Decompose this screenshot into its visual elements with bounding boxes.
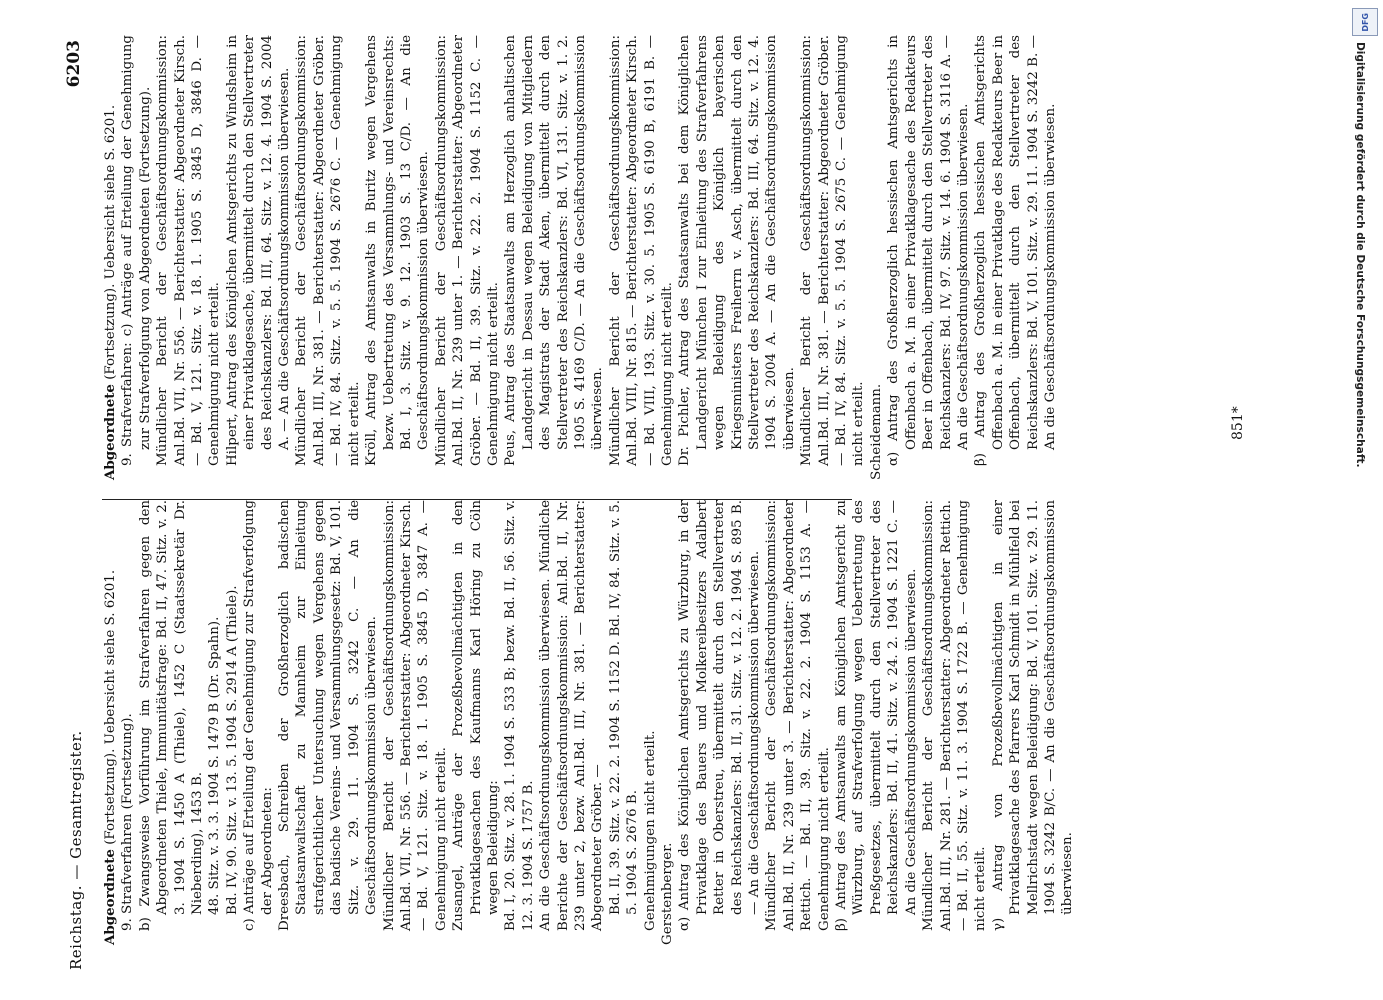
register-entry: Kröll, Antrag des Amtsanwalts in Buritz wegen Vergehens bezw. Uebertretung des Versammlungs- und Vereinsrechts: Bd. I, 3. Sitz. v. 9. 12. 1903 S. 13 C/D. — An die Geschäftsordnungskommission überwiesen.	[364, 35, 432, 466]
register-entry: β) Antrag des Großherzoglich hessischen Amtsgerichts Offenbach a. M. in einer Privatklage des Redakteurs Beer in Offenbach, übermittelt durch den Stellvertreter des Reichskanzlers: Bd. V, 101. Sitz. v. 29. 11. 1904 S. 3242 B. — An die Geschäftsordnungskommission überwiesen.	[973, 35, 1058, 466]
register-entry: Abgeordnete (Fortsetzung). Uebersicht siehe S. 6201.	[102, 104, 118, 480]
register-entry: Bd. IV, 90. Sitz. v. 13. 5. 1904 S. 2914 A (Thiele).	[224, 585, 240, 915]
register-entry: Dreesbach, Schreiben der Großherzoglich badischen Staatsanwaltschaft zu Mannheim zur Einleitung strafgerichtlicher Untersuchung wegen Vergehens gegen das badische Vereins- und Versammlungsgesetz: Bd. V, 101. Sitz. v. 29. 11. 1904 S. 3242 C. — An die Geschäftsordnungskommission überwiesen.	[277, 500, 380, 931]
register-entry: Bd. II, 39. Sitz. v. 22. 2. 1904 S. 1152 D. Bd. IV, 84. Sitz. v. 5. 5. 1904 S. 2676 B.	[607, 500, 641, 915]
column-right	[102, 35, 1059, 480]
register-entry: Dr. Pichler, Antrag des Staatsanwalts bei dem Königlichen Landgericht München I zur Einleitung des Strafverfahrens wegen Beleidigung des Königlich bayerischen Kriegsministers Freiherrn v. Asch, übermittelt durch den Stellvertreter des Reichskanzlers: Bd. III, 64. Sitz. v. 12. 4. 1904 S. 2004 A. — An die Geschäftsordnungskommission überwiesen.	[677, 35, 797, 466]
dfg-logo: DFG	[1352, 8, 1378, 36]
register-entry: 9. Strafverfahren (Fortsetzung).	[120, 713, 136, 931]
register-entry: Mündlicher Bericht der Geschäftsordnungskommission: Anl.Bd. II, Nr. 239 unter 3. — Berichterstatter: Abgeordneter Rettich. — Bd. II, 39. Sitz. v. 22. 2. 1904 S. 1153 A. — Genehmigung nicht erteilt.	[764, 500, 832, 931]
register-entry: Genehmigungen nicht erteilt.	[642, 730, 658, 931]
register-entry: Mündlicher Bericht der Geschäftsordnungskommission: Anl.Bd. VIII, Nr. 815. — Berichterstatter: Abgeordneter Kirsch. — Bd. VIII, 193. Sitz. v. 30. 5. 1905 S. 6190 B, 6191 B. — Genehmigung nicht erteilt.	[607, 35, 675, 466]
register-entry: An die Geschäftsordnungskommission überwiesen. Mündliche Berichte der Geschäftsordnungskommission: Anl.Bd. II, Nr. 239 unter 2, bezw. Anl.Bd. III, Nr. 381. — Berichterstatter: Abgeordneter Gröber. —	[538, 500, 606, 931]
register-entry: Abgeordnete (Fortsetzung). Uebersicht siehe S. 6201.	[102, 569, 118, 945]
register-entry: Gerstenberger.	[660, 842, 675, 945]
register-entry: Mündlicher Bericht der Geschäftsordnungskommission: Anl.Bd. VII, Nr. 556. — Berichterstatter: Abgeordneter Kirsch. — Bd. V, 121. Sitz. v. 18. 1. 1905 S. 3845 D, 3846 D. — Genehmigung nicht erteilt.	[155, 35, 223, 466]
register-entry: c) Anträge auf Erteilung der Genehmigung zur Strafverfolgung der Abgeordneten:	[242, 500, 275, 931]
running-head-title: Reichstag. — Gesamtregister.	[67, 730, 85, 970]
register-entry: α) Antrag des Königlichen Amtsgerichts zu Würzburg, in der Privatklage des Bauers und Molkereibesitzers Adalbert Retter in Oberstreu, übermittelt durch den Stellvertreter des Reichskanzlers: Bd. II, 31. Sitz. v. 12. 2. 1904 S. 895 B. — An die Geschäftsordnungskommission überwiesen.	[677, 500, 763, 931]
register-entry: b) Zwangsweise Vorführung im Strafverfahren gegen den Abgeordneten Thiele, Immunitätsfrage: Bd. II, 47. Sitz. v. 2. 3. 1904 S. 1450 A (Thiele), 1452 C (Staatssekretär Dr. Nieberding), 1453 B.	[137, 500, 206, 931]
column-left	[102, 500, 1077, 945]
register-entry: γ) Antrag von Prozeßbevollmächtigten in einer Privatklagesache des Pfarrers Karl Schmidt in Mühlfeld bei Mellrichstadt wegen Beleidigung: Bd. V, 101. Sitz. v. 29. 11. 1904 S. 3242 B/C. — An die Geschäftsordnungskommission überwiesen.	[990, 500, 1076, 931]
running-head	[60, 0, 96, 1000]
register-entry: α) Antrag des Großherzoglich hessischen Amtsgerichts in Offenbach a. M. in einer Privatklagesache des Redakteurs Beer in Offenbach, übermittelt durch den Stellvertreter des Reichskanzlers: Bd. IV, 97. Sitz. v. 14. 6. 1904 S. 3116 A. — An die Geschäftsordnungskommission überwiesen.	[886, 35, 971, 466]
signature-mark: 851*	[1230, 406, 1246, 440]
register-entry: Mündlicher Bericht der Geschäftsordnungskommission: Anl.Bd. II, Nr. 239 unter 1. — Berichterstatter: Abgeordneter Gröber. — Bd. II, 39. Sitz. v. 22. 2. 1904 S. 1152 C. — Genehmigung nicht erteilt.	[433, 35, 501, 466]
register-entry: Zusangel, Anträge der Prozeßbevollmächtigten in den Privatklagesachen des Kaufmanns Karl Höring zu Cöln wegen Beleidigung:	[451, 500, 501, 931]
register-entry: Mündlicher Bericht der Geschäftsordnungskommission: Anl.Bd. III, Nr. 381. — Berichterstatter: Abgeordneter Gröber. — Bd. IV, 84. Sitz. v. 5. 5. 1904 S. 2676 C. — Genehmigung nicht erteilt.	[294, 35, 362, 466]
digitization-note: Digitalisierung gefördert durch die Deutsche Forschungsgemeinschaft.	[1354, 42, 1366, 468]
page-number: 6203	[64, 40, 84, 88]
register-entry: 48. Sitz. v. 3. 3. 1904 S. 1479 B (Dr. Spahn).	[207, 616, 223, 915]
register-entry: Mündlicher Bericht der Geschäftsordnungskommission: Anl.Bd. III, Nr. 281. — Berichterstatter: Abgeordneter Rettich. — Bd. II, 55. Sitz. v. 11. 3. 1904 S. 1722 B. — Genehmigung nicht erteilt.	[921, 500, 989, 931]
dfg-sidebar	[1352, 8, 1380, 992]
register-entry: Bd. I, 20. Sitz. v. 28. 1. 1904 S. 533 B; bezw. Bd. II, 56. Sitz. v. 12. 3. 1904 S. 1757 B.	[503, 500, 536, 931]
register-entry: Scheidemann.	[868, 383, 884, 480]
rotated-page	[60, 0, 1360, 1000]
register-entry: Mündlicher Bericht der Geschäftsordnungskommission: Anl.Bd. VII, Nr. 556. — Berichterstatter: Abgeordneter Kirsch. — Bd. V, 121. Sitz. v. 18. 1. 1905 S. 3845 D, 3847 A. — Genehmigung nicht erteilt.	[381, 500, 449, 931]
register-entry: β) Antrag des Amtsanwalts am Königlichen Amtsgericht zu Würzburg, auf Strafverfolgung wegen Uebertretung des Preßgesetzes, übermittelt durch den Stellvertreter des Reichskanzlers: Bd. II, 41. Sitz. v. 24. 2. 1904 S. 1221 C. — An die Geschäftsordnungskommission überwiesen.	[834, 500, 919, 931]
register-entry: Mündlicher Bericht der Geschäftsordnungskommission: Anl.Bd. III, Nr. 381. — Berichterstatter: Abgeordneter Gröber. — Bd. IV, 84. Sitz. v. 5. 5. 1904 S. 2675 C. — Genehmigung nicht erteilt.	[799, 35, 867, 466]
register-entry: Peus, Antrag des Staatsanwalts am Herzoglich anhaltischen Landgericht in Dessau wegen Beleidigung von Mitgliedern des Magistrats der Stadt Aken, übermittelt durch den Stellvertreter des Reichskanzlers: Bd. VI, 131. Sitz. v. 1. 2. 1905 S. 4169 C/D. — An die Geschäftsordnungskommission überwiesen.	[503, 35, 606, 466]
column-divider	[102, 499, 852, 500]
register-entry: 9. Strafverfahren: c) Anträge auf Erteilung der Genehmigung zur Strafverfolgung von Abgeordneten (Fortsetzung).	[120, 35, 153, 466]
register-entry: Hilpert, Antrag des Königlichen Amtsgerichts zu Windsheim in einer Privatklagesache, übermittelt durch den Stellvertreter des Reichskanzlers: Bd. III, 64. Sitz. v. 12. 4. 1904 S. 2004 A. — An die Geschäftsordnungskommission überwiesen.	[224, 35, 293, 466]
